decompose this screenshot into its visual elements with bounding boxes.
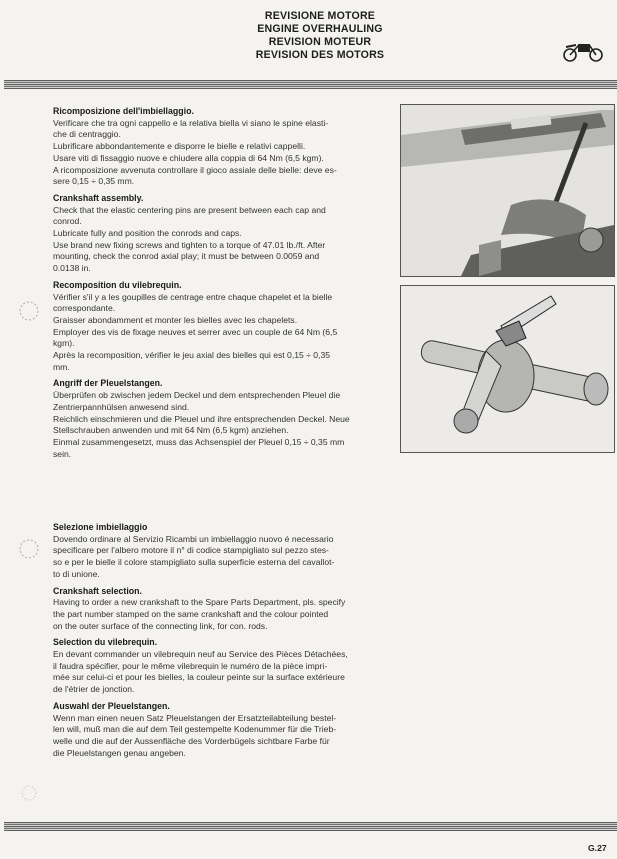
subsection-title: Ricomposizione dell'imbiellaggio. (53, 106, 194, 116)
subsection-english: Crankshaft selection. Having to order a new crankshaft to the Spare Parts Department, pls. specify the part number stamped on the same crankshaft and the colour pointed on the outer surface of the connecting link, for con. rods. (53, 586, 388, 633)
subsection-title: Selezione imbiellaggio (53, 522, 148, 532)
header-line-de: REVISION DES MOTORS (255, 49, 385, 61)
section-crankshaft-selection (53, 522, 388, 764)
header-line-it: REVISIONE MOTORE (264, 10, 376, 22)
bottom-divider (4, 822, 617, 831)
subsection-title: Crankshaft selection. (53, 585, 142, 596)
subsection-english: Crankshaft assembly. Check that the elastic centering pins are present between each cap and conrod. Lubricate fully and position the conrods and caps. Use brand new fixing screws and tighten to a torque of 47.01 lb./ft. After mounting, check the conrod axial play; it must be between 0.0059 and 0.0138 in. (53, 193, 388, 275)
subsection-french: Recomposition du vilebrequin. Vérifier s'il y a les goupilles de centrage entre chaque chapelet et la bielle correspondante. Graisser abondamment et monter les bielles avec les chapelets. Employer des vis de fixage neuves et serrer avec un couple de 64 Nm (6,5 kgm). Après la recomposition, vérifier le jeu axial des bielles qui est 0,15 ÷ 0,35 mm. (53, 280, 388, 374)
header-line-en: ENGINE OVERHAULING (257, 23, 383, 35)
figure-axial-play-check (400, 285, 615, 453)
page-number: G.27 (588, 843, 607, 853)
subsection-french: Selection du vilebrequin. En devant commander un vilebrequin neuf au Service des Pièces Détachées, il faudra spécifier, pour le même vilebrequin le numéro de la pièce impri- mée sur celui-ci et pour les bielles, la couleur peinte sur la surface extérieure de l'étrier de jonction. (53, 637, 388, 696)
torque-wrench-illustration (401, 105, 614, 276)
subsection-german: Angriff der Pleuelstangen. Überprüfen ob zwischen jedem Deckel und dem entsprechenden Pleuel die Zentrierpannhülsen anwesend sind. Reichlich einschmieren und die Pleuel und ihre entsprechenden Deckel. Neue Stellschrauben anwenden und mit 64 Nm (6,5 kgm) anziehen. Einmal zusammengesetzt, muss das Achsenspiel der Pleuel 0,15 ÷ 0,35 mm sein. (53, 378, 388, 460)
motorcycle-icon (560, 38, 606, 64)
binder-hole-mark (18, 300, 40, 322)
subsection-german: Auswahl der Pleuelstangen. Wenn man einen neuen Satz Pleuelstangen der Ersatzteilabteilung bestel- len will, muß man die auf dem Teil gestempelte Kodenummer für die Trieb- welle und die auf der Aussenfläche des Vorderbügels sichtbare Farbe für die Pleuelstangen genau angeben. (53, 701, 388, 760)
crankshaft-illustration (401, 286, 614, 452)
subsection-title: Auswahl der Pleuelstangen. (53, 700, 170, 711)
subsection-italian: Ricomposizione dell'imbiellaggio. Verificare che tra ogni cappello e la relativa biella vi siano le spine elasti- che di centraggio. Lubrificare abbondantemente e disporre le bielle e relativi cappelli. Usare viti di fissaggio nuove e chiudere alla coppia di 64 Nm (6,5 kgm). A ricomposizione avvenuta controllare il gioco assiale delle bielle: deve es- sere 0,15 ÷ 0,35 mm. (53, 106, 388, 188)
subsection-title: Selection du vilebrequin. (53, 637, 158, 648)
header-line-fr: REVISION MOTEUR (268, 36, 372, 48)
subsection-title: Angriff der Pleuelstangen. (53, 378, 163, 389)
subsection-title: Crankshaft assembly. (53, 192, 144, 203)
binder-hole-mark (18, 538, 40, 560)
page-header (200, 10, 440, 62)
section-crankshaft-assembly (53, 106, 388, 465)
binder-hole-mark (18, 782, 40, 804)
subsection-italian: Selezione imbiellaggio Dovendo ordinare al Servizio Ricambi un imbiellaggio nuovo é necessario specificare per l'albero motore il n° di codice stampigliato sul pezzo stes- so e per le bielle il colore stampigliato sulla superficie esterna del cavallot- to di unione. (53, 522, 388, 581)
figure-torque-wrench (400, 104, 615, 277)
subsection-title: Recomposition du vilebrequin. (53, 279, 182, 290)
top-divider (4, 80, 617, 89)
